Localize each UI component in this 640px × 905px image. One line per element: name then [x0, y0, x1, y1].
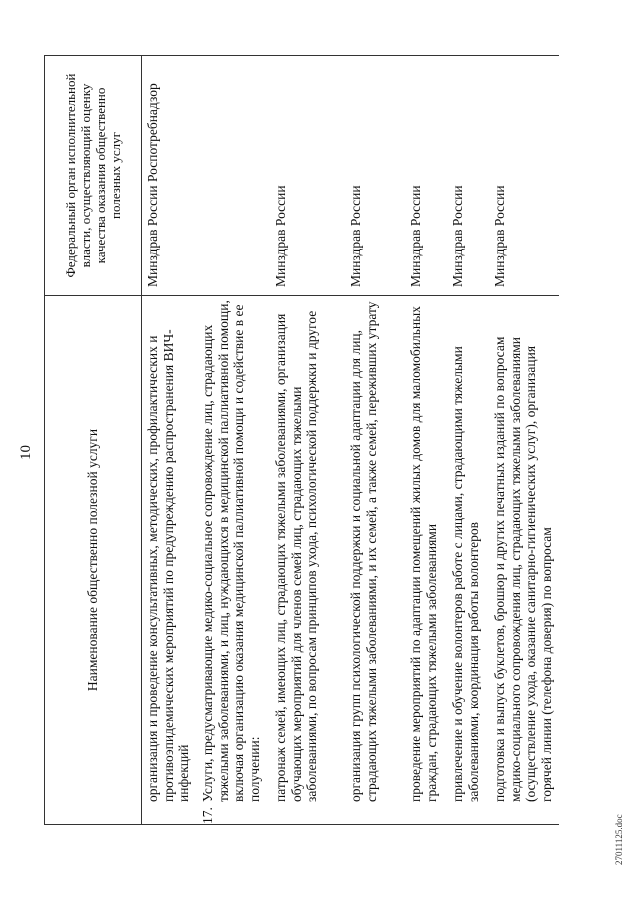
row-number: [142, 802, 197, 824]
row-number: [447, 802, 489, 824]
row-authority: Минздрав России: [405, 56, 447, 296]
table-row: [142, 56, 197, 824]
row-authority: Минздрав России: [270, 56, 345, 296]
row-authority: Минздрав России: [345, 56, 405, 296]
page-number: 10: [18, 445, 34, 460]
row-number: 17.: [200, 807, 215, 824]
row-authority: Минздрав России: [447, 56, 489, 296]
row-number: [489, 802, 559, 824]
row-authority: Минздрав России Роспотребнадзор: [142, 56, 197, 296]
table-row: [345, 56, 405, 824]
document-footer: 27011125.doc: [614, 814, 624, 865]
row-number: [270, 802, 345, 824]
services-table: [44, 55, 559, 825]
row-text: подготовка и выпуск буклетов, брошюр и других печатных изданий по вопросам медико-социального сопровождения лиц, страдающих тяжелыми заболеваниями (осуществление ухода, оказание санитарно-гигиенических услуг), организация горячей линии (телефона доверия) по вопросам: [492, 336, 554, 802]
row-text: проведение мероприятий по адаптации помещений жилых домов для маломобильных граждан, страдающих тяжелыми заболеваниями: [408, 306, 439, 802]
row-text: Услуги, предусматривающие медико-социальное сопровождение лиц, страдающих тяжелыми заболеваниями, и лиц, нуждающихся в медицинской паллиативной помощи, включая организацию оказания медицинской паллиативной помощи и содействие в ее получении:: [200, 300, 262, 802]
table-row: [489, 56, 559, 824]
header-service-name: Наименование общественно полезной услуги: [85, 428, 100, 692]
row-text: патронаж семей, имеющих лиц, страдающих тяжелыми заболеваниями, организация обучающих мероприятий для членов семей лиц, страдающих тяжелыми заболеваниями, по вопросам принципов ухода, психологической поддержки и другое: [273, 310, 319, 802]
row-authority: Минздрав России: [489, 56, 559, 296]
row-number: [405, 802, 447, 824]
table-row: [197, 56, 270, 824]
table-header: [45, 56, 142, 824]
row-text: привлечение и обучение волонтеров работе с лицами, страдающими тяжелыми заболеваниями, координация работы волонтеров: [450, 346, 481, 802]
row-text: организация и проведение консультативных, методических, профилактических и противоэпидемических мероприятий по предупреждению распространения ВИЧ-инфекций: [145, 329, 191, 802]
table-row: [270, 56, 345, 824]
header-authority: Федеральный орган исполнительной власти, осуществляющий оценку качества оказания общественно полезных услуг: [45, 56, 141, 296]
table-row: [405, 56, 447, 824]
row-authority: [197, 56, 270, 296]
row-text: организация групп психологической поддержки и социальной адаптации для лиц, страдающих тяжелыми заболеваниями, и их семей, а также семей, переживших утрату: [348, 301, 379, 802]
table-row: [447, 56, 489, 824]
row-number: [345, 802, 405, 824]
